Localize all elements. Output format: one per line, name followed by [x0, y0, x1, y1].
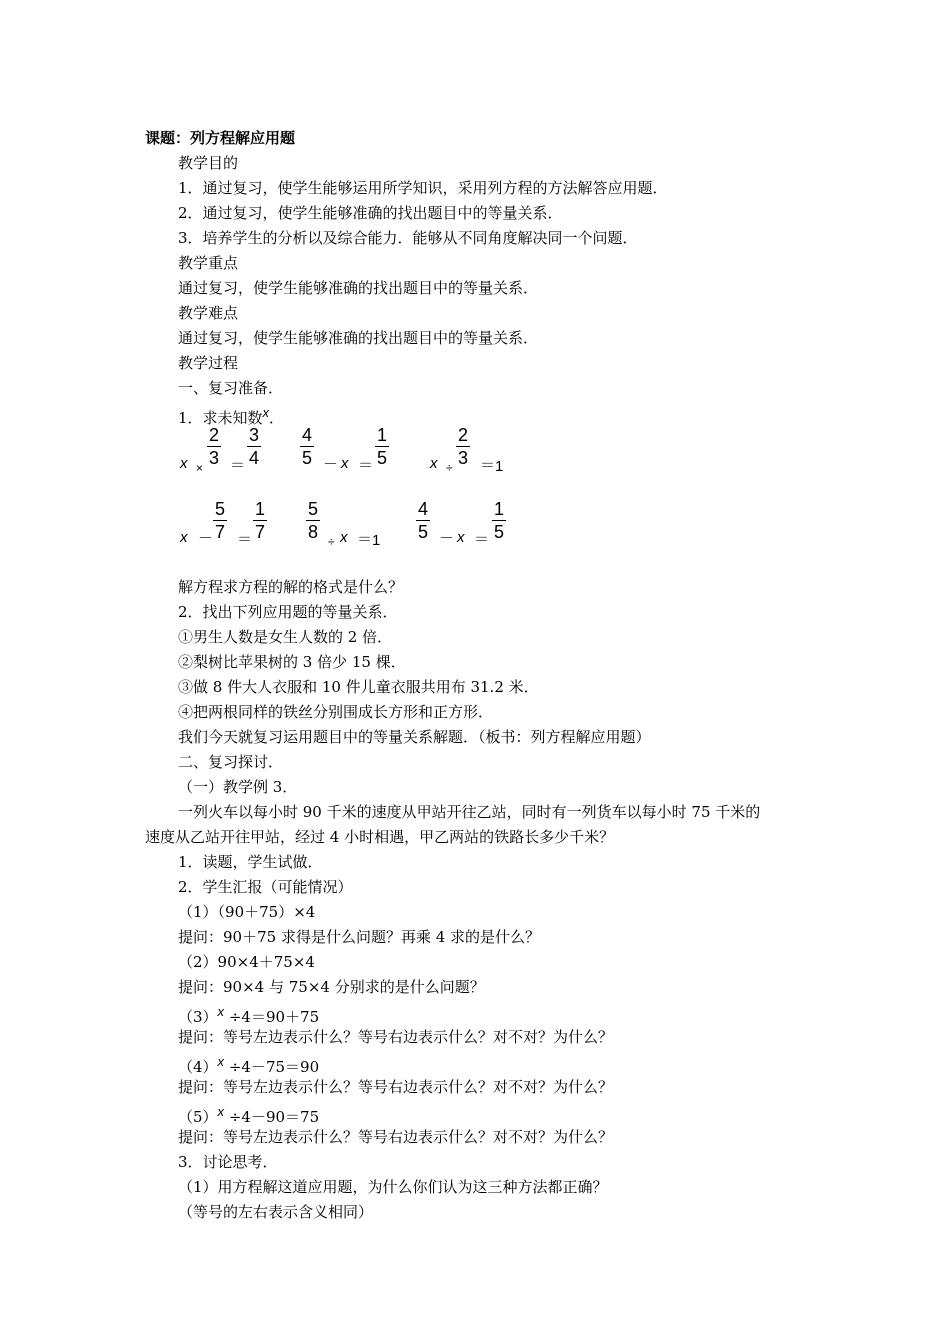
text-line: 1．通过复习，使学生能够运用所学知识，采用列方程的方法解答应用题．	[178, 179, 668, 197]
operator: ×	[196, 461, 204, 475]
solve-prompt: 1．求未知数	[178, 409, 263, 427]
variable-x: x	[457, 529, 465, 546]
text-line: 提问：等号左边表示什么？等号右边表示什么？对不对？为什么？	[178, 1128, 614, 1146]
equals-sign: ＝	[230, 457, 246, 474]
text-line: 1．读题，学生试做．	[178, 853, 323, 871]
variable-x: x	[341, 455, 349, 472]
text-line: 一、复习准备．	[178, 379, 284, 397]
operator: －	[439, 530, 455, 547]
text-line: （1）（90＋75）×4	[178, 903, 316, 921]
variable-x: x	[180, 529, 188, 546]
text-line: （1）用方程解这道应用题，为什么你们认为这三种方法都正确？	[178, 1178, 608, 1196]
text-line: （等号的左右表示含义相同）	[178, 1203, 374, 1221]
fraction: $\frac{2}{3}$	[458, 425, 469, 468]
text-line: 我们今天就复习运用题目中的等量关系解题．（板书：列方程解应用题）	[178, 728, 651, 746]
rhs-value: 1	[495, 458, 504, 475]
case-4-line	[178, 1052, 319, 1077]
text-line: ③做 8 件大人衣服和 10 件儿童衣服共用布 31.2 米．	[178, 678, 539, 696]
case-label: （3）	[178, 1008, 218, 1026]
equals-sign: ＝	[357, 531, 373, 548]
text-line: （2）90×4＋75×4	[178, 953, 315, 971]
fraction: $\frac{1}{5}$	[494, 499, 505, 542]
text-line: 提问：90＋75 求得是什么问题？再乘 4 求的是什么？	[178, 928, 541, 946]
text-line: 教学重点	[178, 254, 239, 272]
text-line: ①男生人数是女生人数的 2 倍．	[178, 628, 393, 646]
variable-x: x	[340, 529, 348, 546]
equals-sign: ＝	[237, 531, 253, 548]
text-line: 提问：等号左边表示什么？等号右边表示什么？对不对？为什么？	[178, 1028, 614, 1046]
case-3-line	[178, 1002, 319, 1027]
fraction: $\frac{1}{5}$	[377, 425, 388, 468]
equals-sign: ＝	[358, 457, 374, 474]
fraction: $\frac{4}{5}$	[418, 499, 429, 542]
variable-x: x	[217, 1004, 225, 1019]
text-line: 通过复习，使学生能够准确的找出题目中的等量关系．	[178, 329, 539, 347]
operator: －	[198, 530, 214, 547]
variable-x: x	[217, 1054, 225, 1069]
period: ．	[269, 409, 285, 427]
rhs-value: 1	[372, 532, 381, 549]
equals-sign: ＝	[480, 457, 496, 474]
fraction: $\frac{1}{7}$	[255, 499, 266, 542]
text-line: 2．找出下列应用题的等量关系．	[178, 603, 398, 621]
operator: ÷	[446, 461, 453, 475]
case-5-line	[178, 1102, 319, 1127]
text-line: 教学过程	[178, 354, 239, 372]
text-line: 提问：等号左边表示什么？等号右边表示什么？对不对？为什么？	[178, 1078, 614, 1096]
fraction: $\frac{2}{3}$	[209, 425, 220, 468]
text-line: 速度从乙站开往甲站，经过 4 小时相遇，甲乙两站的铁路长多少千米？	[145, 828, 615, 846]
text-line: 教学难点	[178, 304, 239, 322]
text-line: ④把两根同样的铁丝分别围成长方形和正方形．	[178, 703, 494, 721]
fraction: $\frac{3}{4}$	[249, 425, 260, 468]
solve-prompt-line	[178, 403, 284, 428]
text-line: （一）教学例 3．	[178, 778, 298, 796]
text-line: 通过复习，使学生能够准确的找出题目中的等量关系．	[178, 279, 539, 297]
text-line: 解方程求方程的解的格式是什么？	[178, 578, 404, 596]
fraction: $\frac{4}{5}$	[302, 425, 313, 468]
text-line: 2．通过复习，使学生能够准确的找出题目中的等量关系．	[178, 204, 563, 222]
fraction: $\frac{5}{8}$	[308, 499, 319, 542]
variable-x: x	[180, 455, 188, 472]
operator: －	[323, 456, 339, 473]
text-line: 二、复习探讨．	[178, 753, 284, 771]
variable-x: x	[217, 1104, 225, 1119]
variable-x: x	[262, 405, 270, 420]
text-line: 3．培养学生的分析以及综合能力．能够从不同角度解决同一个问题．	[178, 229, 638, 247]
case-expression: ÷4－75＝90	[228, 1058, 320, 1076]
text-line: 3．讨论思考．	[178, 1153, 278, 1171]
text-line: 教学目的	[178, 154, 239, 172]
fraction: $\frac{5}{7}$	[215, 499, 226, 542]
operator: ÷	[328, 535, 335, 549]
case-label: （5）	[178, 1108, 218, 1126]
text-line: 2．学生汇报（可能情况）	[178, 878, 353, 896]
text-line: 提问：90×4 与 75×4 分别求的是什么问题？	[178, 978, 485, 996]
equals-sign: ＝	[474, 531, 490, 548]
page-title: 课题：列方程解应用题	[145, 129, 296, 147]
text-line: 一列火车以每小时 90 千米的速度从甲站开往乙站，同时有一列货车以每小时 75 千米的	[178, 803, 761, 821]
text-line: ②梨树比苹果树的 3 倍少 15 棵．	[178, 653, 406, 671]
case-expression: ÷4－90＝75	[228, 1108, 320, 1126]
case-expression: ÷4＝90＋75	[228, 1008, 320, 1026]
case-label: （4）	[178, 1058, 218, 1076]
variable-x: x	[430, 455, 438, 472]
